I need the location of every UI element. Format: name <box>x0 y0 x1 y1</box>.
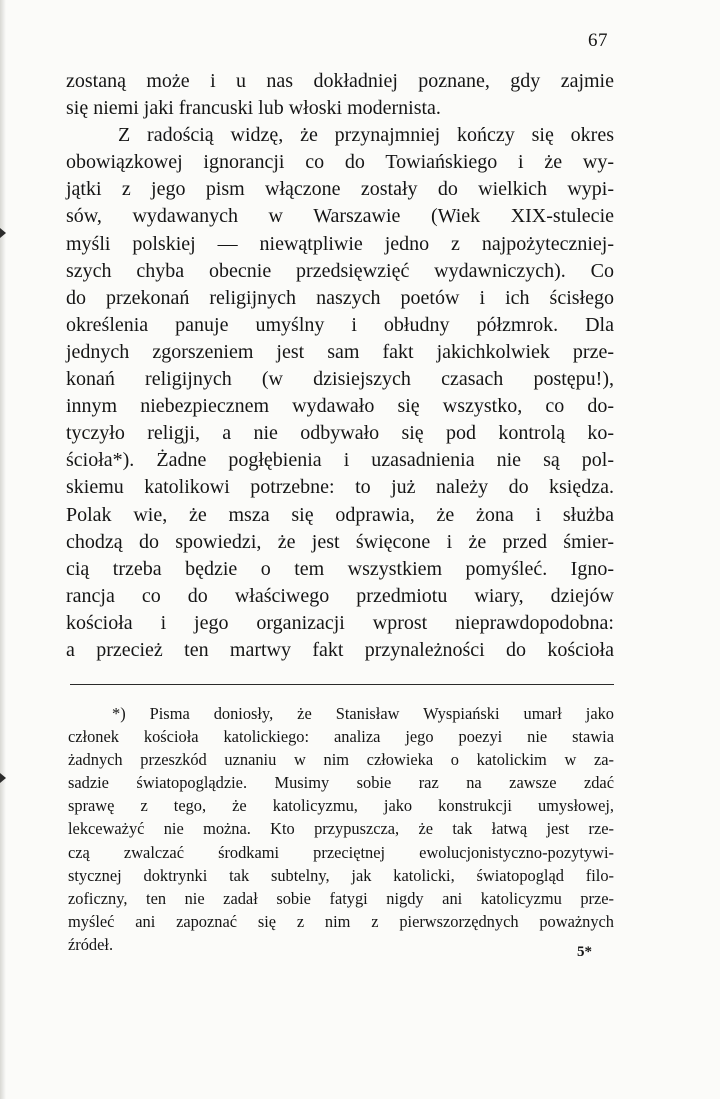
text-line: ścioła*). Żadne pogłębienia i uzasadnienia nie są pol- <box>66 449 614 472</box>
main-text-block <box>66 68 614 664</box>
footnote-line: zoficzny, ten nie zadał sobie fatygi nigdy ani katolicyzmu prze- <box>68 888 614 908</box>
text-line: zostaną może i u nas dokładniej poznane, gdy zajmie <box>66 70 614 92</box>
page-number: 67 <box>588 30 608 51</box>
footnote-line: członek kościoła katolickiego: analiza jego poezyi nie stawia <box>68 727 614 747</box>
printer-signature-mark: 5* <box>577 944 592 960</box>
footnote-line: sprawę z tego, że katolicyzmu, jako konstrukcji umysłowej, <box>68 796 614 816</box>
text-line: obowiązkowej ignorancji co do Towiańskiego i że wy- <box>66 151 614 174</box>
text-line: konań religijnych (w dzisiejszych czasach postępu!), <box>66 368 614 391</box>
text-line: Z radością widzę, że przynajmniej kończy się okres <box>118 124 614 147</box>
text-line: kościoła i jego organizacji wprost nieprawdopodobna: <box>66 611 614 634</box>
page-edge-shadow <box>0 0 6 1099</box>
text-line: innym niebezpiecznem wydawało się wszystko, co do- <box>66 395 614 418</box>
footnote-line: sadzie światopoglądzie. Musimy sobie raz na zawsze zdać <box>68 773 614 793</box>
footnote-line: stycznej doktrynki tak subtelny, jak katolicki, światopogląd filo- <box>68 865 614 885</box>
footnote-line: źródeł. <box>68 934 114 954</box>
text-line: myśli polskiej — niewątpliwie jedno z najpożyteczniej- <box>66 232 614 255</box>
text-line: szych chyba obecnie przedsięwzięć wydawniczych). Co <box>66 259 614 282</box>
footnote-line: *) Pisma doniosły, że Stanisław Wyspiański umarł jako <box>112 704 614 723</box>
footnote-line: czą zwalczać środkami przeciętnej ewolucjonistyczno-pozytywi- <box>68 842 614 862</box>
text-line: a przecież ten martwy fakt przynależności do kościoła <box>66 638 614 661</box>
text-line: Polak wie, że msza się odprawia, że żona i służba <box>66 503 614 526</box>
text-line: rancja co do właściwego przedmiotu wiary, dziejów <box>66 584 614 607</box>
footnote-block <box>68 702 614 956</box>
footnote-line: myśleć ani zapoznać się z nim z pierwszorzędnych poważnych <box>68 911 614 931</box>
footnote-line: lekceważyć nie można. Kto przypuszcza, że tak łatwą jest rze- <box>68 819 614 839</box>
text-line: się niemi jaki francuski lub włoski modernista. <box>66 97 441 120</box>
text-line: cią trzeba będzie o tem wszystkiem pomyśleć. Igno- <box>66 557 614 580</box>
text-line: chodzą do spowiedzi, że jest święcone i że przed śmier- <box>66 530 614 553</box>
footnote-line: żadnych przeszkód uznaniu w nim człowieka o katolickim w za- <box>68 750 614 770</box>
text-line: do przekonań religijnych naszych poetów i ich ścisłego <box>66 286 614 309</box>
text-line: sów, wydawanych w Warszawie (Wiek XIX-stulecie <box>66 205 614 228</box>
text-line: skiemu katolikowi potrzebne: to już należy do księdza. <box>66 476 614 499</box>
text-line: jednych zgorszeniem jest sam fakt jakichkolwiek prze- <box>66 340 614 363</box>
text-line: tyczyło religji, a nie odbywało się pod kontrolą ko- <box>66 422 614 445</box>
footnote-divider <box>70 684 614 685</box>
text-line: określenia panuje umyślny i obłudny półzmrok. Dla <box>66 313 614 336</box>
text-line: jątki z jego pism włączone zostały do wielkich wypi- <box>66 178 614 201</box>
